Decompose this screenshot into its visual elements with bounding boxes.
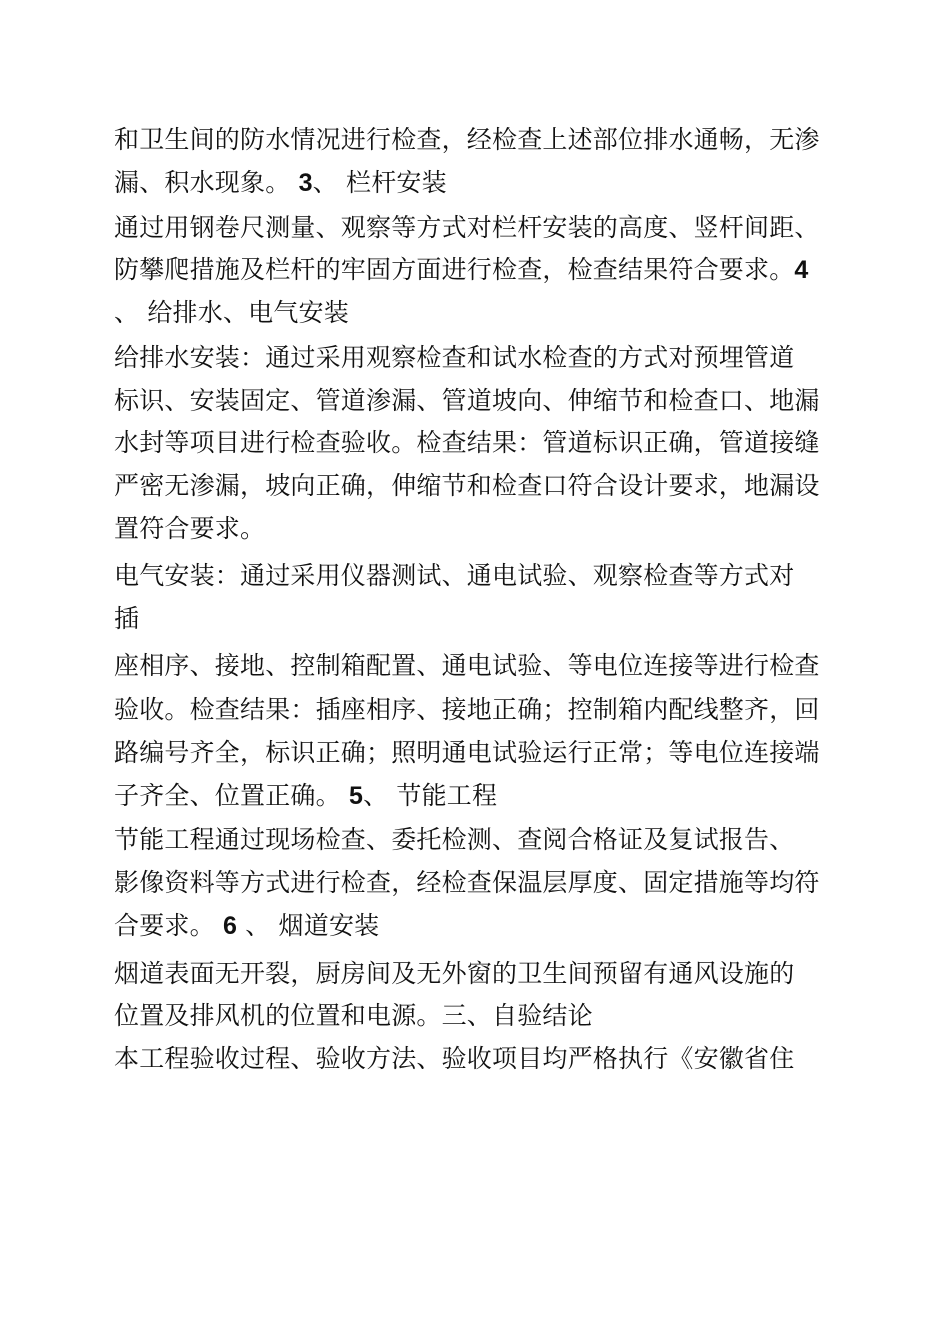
text-line: 插: [114, 604, 140, 633]
section-heading: 、 栏杆安装: [312, 168, 447, 197]
section-number: 4: [794, 256, 809, 284]
text-line: 电气安装：通过采用仪器测试、通电试验、观察检查等方式对: [114, 561, 795, 590]
text-line: 水封等项目进行检查验收。检查结果：管道标识正确，管道接缝: [114, 428, 820, 457]
text-line: 子齐全、位置正确。 5、 节能工程: [114, 781, 498, 810]
text-line: 防攀爬措施及栏杆的牢固方面进行检查，检查结果符合要求。4: [114, 255, 809, 284]
text-line: 路编号齐全，标识正确；照明通电试验运行正常；等电位连接端: [114, 738, 820, 767]
text-line: 烟道表面无开裂，厨房间及无外窗的卫生间预留有通风设施的: [114, 959, 795, 988]
text-line: 标识、安装固定、管道渗漏、管道坡向、伸缩节和检查口、地漏: [114, 386, 820, 415]
text-line: 通过用钢卷尺测量、观察等方式对栏杆安装的高度、竖杆间距、: [114, 213, 820, 242]
text-line: 严密无渗漏，坡向正确，伸缩节和检查口符合设计要求，地漏设: [114, 471, 820, 500]
text-line: 给排水安装：通过采用观察检查和试水检查的方式对预埋管道: [114, 343, 795, 372]
section-heading: 、 给排水、电气安装: [114, 298, 349, 327]
text-line: 影像资料等方式进行检查，经检查保温层厚度、固定措施等均符: [114, 868, 820, 897]
text-line: 漏、积水现象。 3、 栏杆安装: [114, 168, 447, 197]
text-line: 置符合要求。: [114, 514, 266, 543]
text-line: 本工程验收过程、验收方法、验收项目均严格执行《安徽省住: [114, 1044, 795, 1073]
section-heading: 、 烟道安装: [237, 911, 380, 940]
text-line: 验收。检查结果：插座相序、接地正确；控制箱内配线整齐，回: [114, 695, 820, 724]
text-line: 节能工程通过现场检查、委托检测、查阅合格证及复试报告、: [114, 825, 795, 854]
section-number: 6: [222, 912, 238, 940]
text-line: 座相序、接地、控制箱配置、通电试验、等电位连接等进行检查: [114, 651, 820, 680]
text-line: 和卫生间的防水情况进行检查，经检查上述部位排水通畅，无渗: [114, 125, 820, 154]
section-heading: 、 节能工程: [363, 781, 498, 810]
section-number: 5: [348, 782, 364, 810]
text-line: 位置及排风机的位置和电源。三、自验结论: [114, 1001, 593, 1030]
text-line: 合要求。 6 、 烟道安装: [114, 911, 380, 940]
section-number: 3: [298, 169, 313, 197]
